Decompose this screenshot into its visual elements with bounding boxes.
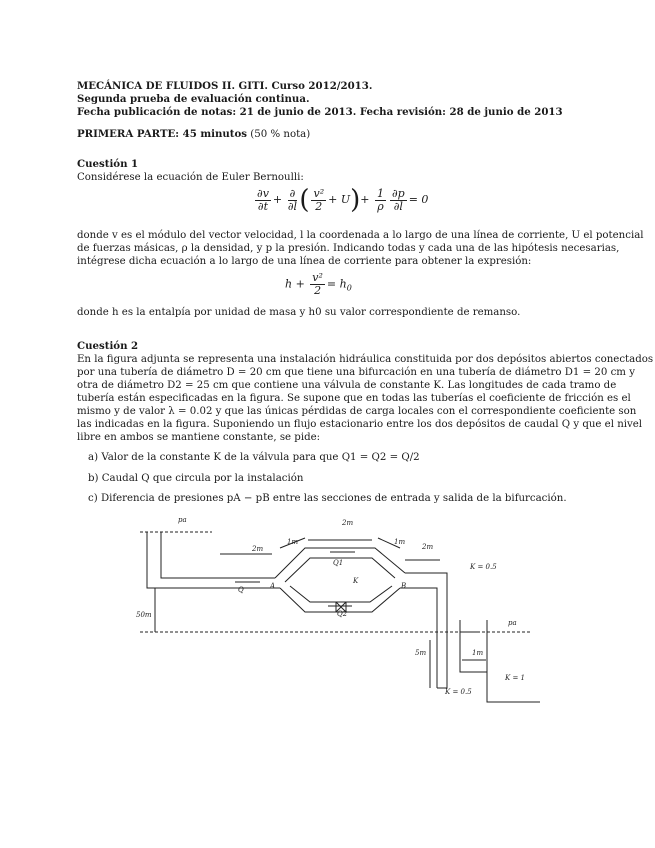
- header-line-3: Fecha publicación de notas: 21 de junio de 2013. Fecha revisión: 28 de junio de 2013: [77, 106, 563, 118]
- outlet-pipe: [400, 573, 447, 688]
- q2-item-b-label: b): [88, 473, 99, 484]
- label-q2: Q2: [337, 610, 348, 618]
- enthalpy-equation: h + $\frac{\text{v²}}{2}$ = $h_0$: [285, 271, 352, 297]
- label-1m-right: 1m: [394, 538, 406, 546]
- q1-intro: Considérese la ecuación de Euler Bernoulli:: [77, 172, 304, 183]
- label-q: Q: [238, 586, 244, 594]
- q2-item-a-text: Valor de la constante K de la válvula para que Q1 = Q2 = Q/2: [101, 452, 420, 463]
- label-1m-left: 1m: [287, 538, 299, 546]
- label-b: B: [401, 582, 407, 590]
- label-k-bottom: K = 0.5: [445, 688, 472, 696]
- q2-item-c-label: c): [88, 493, 98, 504]
- q1-para2: donde h es la entalpía por unidad de masa y h0 su valor correspondiente de remanso.: [77, 307, 521, 318]
- q2-line-6: las indicadas en la figura. Suponiendo un flujo estacionario entre los dos depósitos de caudal Q y que el nivel: [77, 419, 643, 430]
- q1-para1-line3: intégrese dicha ecuación a lo largo de una línea de corriente para obtener la expresión:: [77, 256, 532, 267]
- q2-line-4: tubería están especificadas en la figura. Se supone que en todas las tuberías el coeficiente de fricción es el: [77, 393, 631, 404]
- part-title: PRIMERA PARTE: 45 minutos: [77, 128, 248, 140]
- q1-para1-line1: donde v es el módulo del vector velocidad, l la coordenada a lo largo de una línea de corriente, U el potencial: [77, 230, 644, 241]
- label-a: A: [270, 582, 276, 590]
- q2-item-a-label: a): [88, 452, 99, 463]
- q1-title: Cuestión 1: [77, 158, 139, 170]
- q2-item-c-text: Diferencia de presiones pA − pB entre las secciones de entrada y salida de la bifurcación.: [100, 493, 567, 504]
- label-1m-bottom: 1m: [472, 649, 484, 657]
- label-pa-right: pa: [508, 619, 517, 627]
- label-k-valve: K: [353, 577, 359, 585]
- part-note: (50 % nota): [250, 129, 311, 140]
- q2-title: Cuestión 2: [77, 340, 139, 352]
- label-2m-right: 2m: [422, 543, 434, 551]
- q2-line-7: libre en ambos se mantiene constante, se pide:: [77, 432, 321, 443]
- label-5m: 5m: [415, 649, 427, 657]
- q2-line-3: otra de diámetro D2 = 25 cm que contiene una válvula de constante K. Las longitudes de cada tramo de: [77, 380, 617, 391]
- label-q1: Q1: [333, 559, 344, 567]
- header-line-1: MECÁNICA DE FLUIDOS II. GITI. Curso 2012/2013.: [77, 80, 373, 92]
- label-k-1: K = 1: [505, 674, 525, 682]
- q2-line-5: mismo y de valor λ = 0.02 y que las únicas pérdidas de carga locales con el correspondiente coeficiente son: [77, 406, 637, 417]
- label-pa-left: pa: [178, 516, 187, 524]
- q1-para1-line2: de fuerzas másicas, ρ la densidad, y p la presión. Indicando todas y cada una de las hipótesis necesarias,: [77, 243, 620, 254]
- q2-line-2: por una tubería de diámetro D = 20 cm que tiene una bifurcación en una tubería de diámetro D1 = 20 cm y: [77, 367, 635, 378]
- label-2m-top: 2m: [342, 519, 354, 527]
- label-50m: 50m: [136, 611, 152, 619]
- q2-line-1: En la figura adjunta se representa una instalación hidráulica constituida por dos depósitos abiertos conectados: [77, 354, 654, 365]
- left-tank: [147, 532, 216, 588]
- header-line-2: Segunda prueba de evaluación continua.: [77, 93, 310, 105]
- label-k-right: K = 0.5: [470, 563, 497, 571]
- euler-bernoulli-equation: $\frac{\partial v}{\partial t}$ + $\frac{\partial}{\partial l}$ ( $\frac{\text{v²}}{2}$ + U)+ $\frac{1}{\rho}$ $\frac{\partial p}{\partial l}$ = 0: [257, 185, 429, 215]
- label-2m-left: 2m: [252, 545, 264, 553]
- q2-item-b-text: Caudal Q que circula por la instalación: [101, 473, 304, 484]
